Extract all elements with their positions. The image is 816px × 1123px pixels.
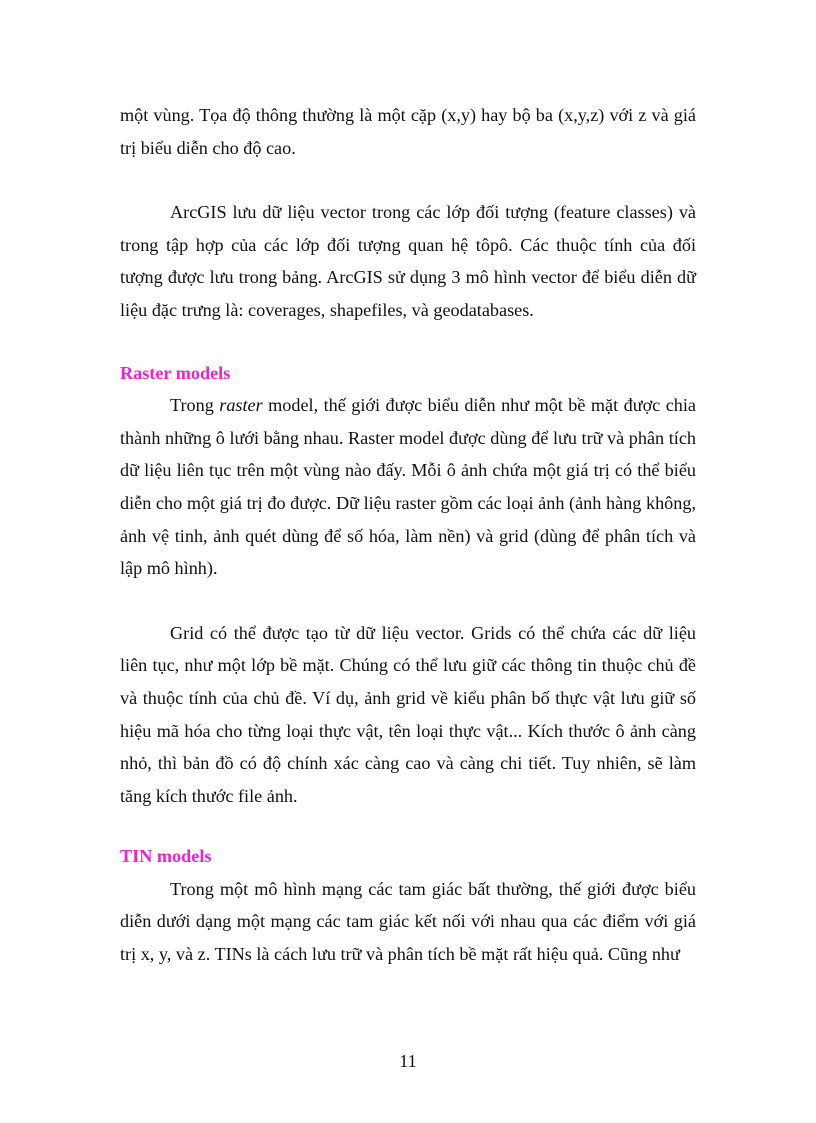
paragraph-raster-model xyxy=(120,389,696,585)
raster-lead-text: Trong xyxy=(170,395,220,416)
heading-raster-models: Raster models xyxy=(120,362,231,383)
page-number: 11 xyxy=(399,1051,417,1071)
document-page xyxy=(120,99,696,971)
paragraph-arcgis-vector: ArcGIS lưu dữ liệu vector trong các lớp đối tượng (feature classes) và trong tập hợp của các lớp đối tượng quan hệ tôpô. Các thuộc tính của đối tượng được lưu trong bảng. ArcGIS sử dụng 3 mô hình vector để biểu diễn dữ liệu đặc trưng là: coverages, shapefiles, và geodatabases. xyxy=(120,202,696,320)
raster-body-text: model, thế giới được biểu diễn như một bề mặt được chia thành những ô lưới bằng nhau. Raster model được dùng để lưu trữ và phân tích dữ liệu liên tục trên một vùng nào đấy. Mỗi ô ảnh chứa một giá trị có thể biểu diễn cho một giá trị đo được. Dữ liệu raster gồm các loại ảnh (ảnh hàng không, ảnh vệ tinh, ảnh quét dùng để số hóa, làm nền) và grid (dùng để phân tích và lập mô hình). xyxy=(120,395,696,579)
paragraph-tin-model: Trong một mô hình mạng các tam giác bất thường, thế giới được biểu diễn dưới dạng một mạng các tam giác kết nối với nhau qua các điểm với giá trị x, y, và z. TINs là cách lưu trữ và phân tích bề mặt rất hiệu quả. Cũng như xyxy=(120,878,696,965)
paragraph-grid: Grid có thể được tạo từ dữ liệu vector. Grids có thể chứa các dữ liệu liên tục, như một lớp bề mặt. Chúng có thể lưu giữ các thông tin thuộc chủ đề và thuộc tính của chủ đề. Ví dụ, ảnh grid về kiểu phân bố thực vật lưu giữ số hiệu mã hóa cho từng loại thực vật, tên loại thực vật... Kích thước ô ảnh càng nhỏ, thì bản đồ có độ chính xác càng cao và càng chi tiết. Tuy nhiên, sẽ làm tăng kích thước file ảnh. xyxy=(120,622,696,806)
raster-italic-term: raster xyxy=(219,395,263,416)
paragraph-coordinates: một vùng. Tọa độ thông thường là một cặp (x,y) hay bộ ba (x,y,z) với z và giá trị biểu diễn cho độ cao. xyxy=(120,105,696,158)
heading-tin-models: TIN models xyxy=(120,846,212,867)
